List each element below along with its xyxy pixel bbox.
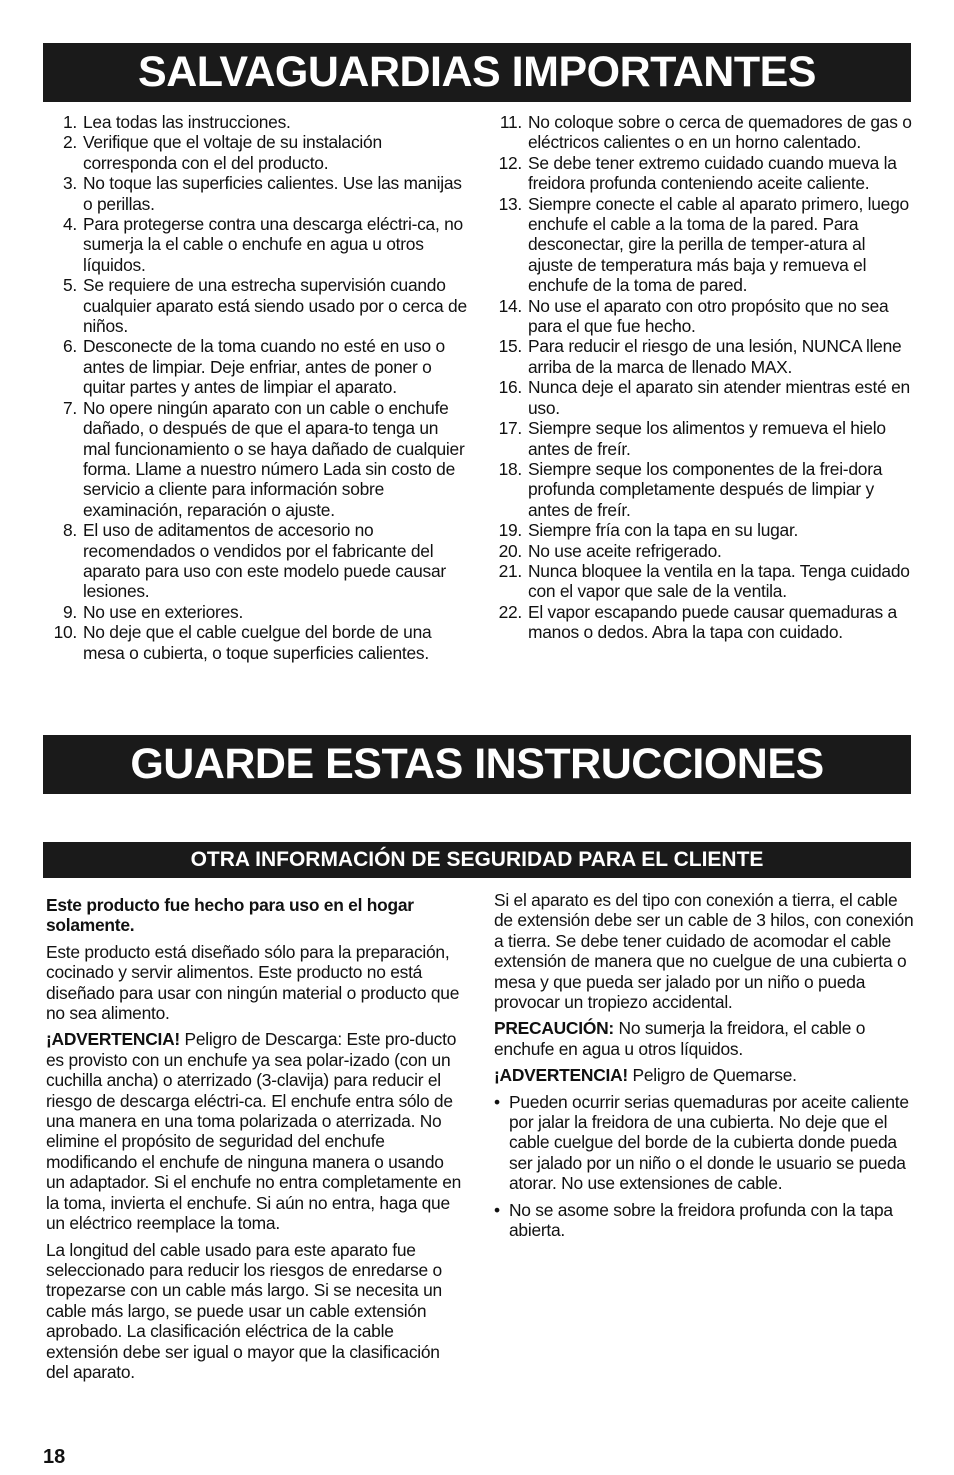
warning-label: ¡ADVERTENCIA! (494, 1065, 628, 1086)
list-item: 9. No use en exteriores. (62, 601, 244, 622)
list-item: 10. No deje que el cable cuelgue del borde de una mesa o cubierta, o toque superficies calientes. (53, 622, 432, 663)
grounding-paragraph: Si el aparato es del tipo con conexión a tierra, el cable de extensión debe ser un cable de 3 hilos, con conexión a tierra. Se debe tener cuidado de acomodar el cable extensión de manera que no cuelgue de una cubierta o mesa y que pueda ser jalado por un niño o pueda provocar un tropiezo accidental. (494, 890, 914, 1013)
list-item: 3. No toque las superficies calientes. Use las manijas o perillas. (62, 173, 462, 214)
list-item: 13. Siempre conecte el cable al aparato primero, luego enchufe el cable a la toma de la pared. Para desconectar, gire la perilla de temper-atura al ajuste de temperatura más baja y remueva el enchufe de la toma de pared. (498, 193, 909, 296)
list-item: 19. Siempre fría con la tapa en su lugar. (498, 520, 799, 541)
list-item: 18. Siempre seque los componentes de la frei-dora profunda completamente después de limpiar y antes de freír. (498, 458, 883, 520)
list-item: 12. Se debe tener extremo cuidado cuando mueva la freidora profunda conteniendo aceite caliente. (498, 152, 897, 194)
customer-info-left-column (46, 895, 466, 1388)
page-number: 18 (43, 1446, 66, 1468)
customer-info-right-column (494, 890, 914, 1247)
list-item: 20. No use aceite refrigerado. (498, 540, 722, 561)
list-item: 21. Nunca bloquee la ventila en la tapa. Tenga cuidado con el vapor que sale de la ventila. (498, 560, 910, 602)
list-item: 14. No use el aparato con otro propósito que no sea para el que fue hecho. (498, 295, 889, 337)
list-item: 1. Lea todas las instrucciones. (62, 112, 291, 132)
burn-warning-list (494, 1092, 914, 1241)
warning-label: ¡ADVERTENCIA! (46, 1029, 180, 1050)
list-item: • No se asome sobre la freidora profunda con la tapa abierta. (494, 1200, 914, 1241)
list-item: 4. Para protegerse contra una descarga eléctri-ca, no sumerja la el cable o enchufe en agua u otros líquidos. (62, 214, 463, 275)
list-item: 22. El vapor escapando puede causar quemaduras a manos o dedos. Abra la tapa con cuidado. (498, 601, 897, 643)
page-title: SALVAGUARDIAS IMPORTANTES (43, 43, 911, 102)
customer-info-heading: OTRA INFORMACIÓN DE SEGURIDAD PARA EL CLIENTE (43, 842, 911, 878)
food-use-paragraph: Este producto está diseñado sólo para la preparación, cocinado y servir alimentos. Este producto no está diseñado para usar con ningún material o producto que no sea alimento. (46, 941, 460, 1024)
safeguards-list-left (43, 112, 468, 663)
burn-warning-paragraph: ¡ADVERTENCIA! Peligro de Quemarse. (494, 1065, 797, 1086)
home-use-notice: Este producto fue hecho para uso en el hogar solamente. (46, 895, 414, 936)
list-item: • Pueden ocurrir serias quemaduras por aceite caliente por jalar la freidora de una cubierta. No deje que el cable cuelgue del borde de la cubierta donde pueda ser jalado por un niño o el donde le usuario se pueda atorar. No use extensiones de cable. (494, 1092, 914, 1194)
list-item: 8. El uso de aditamentos de accesorio no recomendados o vendidos por el fabricante del aparato para uso con este modelo puede causar lesiones. (62, 520, 446, 602)
safeguards-list-right (488, 112, 913, 643)
shock-warning-paragraph: ¡ADVERTENCIA! Peligro de Descarga: Este pro-ducto es provisto con un enchufe ya sea polar-izado (con un cuchilla ancha) o aterrizado (3-clavija) para reducir el riesgo de descarga eléctri-ca. El enchufe entra sólo de una manera en una toma polarizada o aterrizada. No elimine el propósito de seguridad del enchufe modificando el enchufe de ninguna manera o usando un adaptador. Si el enchufe no entra completamente en la toma, invierta el enchufe. Si aún no entra, haga que un eléctrico reemplace la toma. (46, 1029, 462, 1234)
list-item: 2. Verifique que el voltaje de su instalación corresponda con el del producto. (62, 132, 382, 173)
save-instructions-banner: GUARDE ESTAS INSTRUCCIONES (43, 735, 911, 794)
list-item: 11. No coloque sobre o cerca de quemadores de gas o eléctricos calientes o en un horno calentado. (499, 112, 912, 153)
list-item: 6. Desconecte de la toma cuando no esté en uso o antes de limpiar. Deje enfriar, antes de poner o quitar partes y antes de limpiar el aparato. (62, 336, 445, 398)
list-item: 16. Nunca deje el aparato sin atender mientras esté en uso. (498, 377, 910, 418)
list-item: 5. Se requiere de una estrecha supervisión cuando cualquier aparato está siendo usado por o cerca de niños. (62, 275, 467, 337)
cord-length-paragraph: La longitud del cable usado para este aparato fue seleccionado para reducir los riesgos de enredarse o tropezarse con un cable más largo. Si se necesita un cable más largo, se puede usar un cable extensión aprobado. La clasificación eléctrica de la cable extensión debe ser igual o mayor que la clasificación del aparato. (46, 1239, 442, 1382)
list-item: 7. No opere ningún aparato con un cable o enchufe dañado, o después de que el apara-to tenga un mal funcionamiento o se haya dañado de cualquier forma. Llame a nuestro número Lada sin costo de servicio a cliente para información sobre examinación, reparación o ajuste. (62, 397, 465, 520)
list-item: 17. Siempre seque los alimentos y remueva el hielo antes de freír. (498, 418, 886, 459)
list-item: 15. Para reducir el riesgo de una lesión, NUNCA llene arriba de la marca de llenado MAX. (498, 336, 902, 377)
caution-label: PRECAUCIÓN: (494, 1018, 614, 1039)
caution-paragraph: PRECAUCIÓN: No sumerja la freidora, el cable o enchufe en agua u otros líquidos. (494, 1018, 866, 1059)
